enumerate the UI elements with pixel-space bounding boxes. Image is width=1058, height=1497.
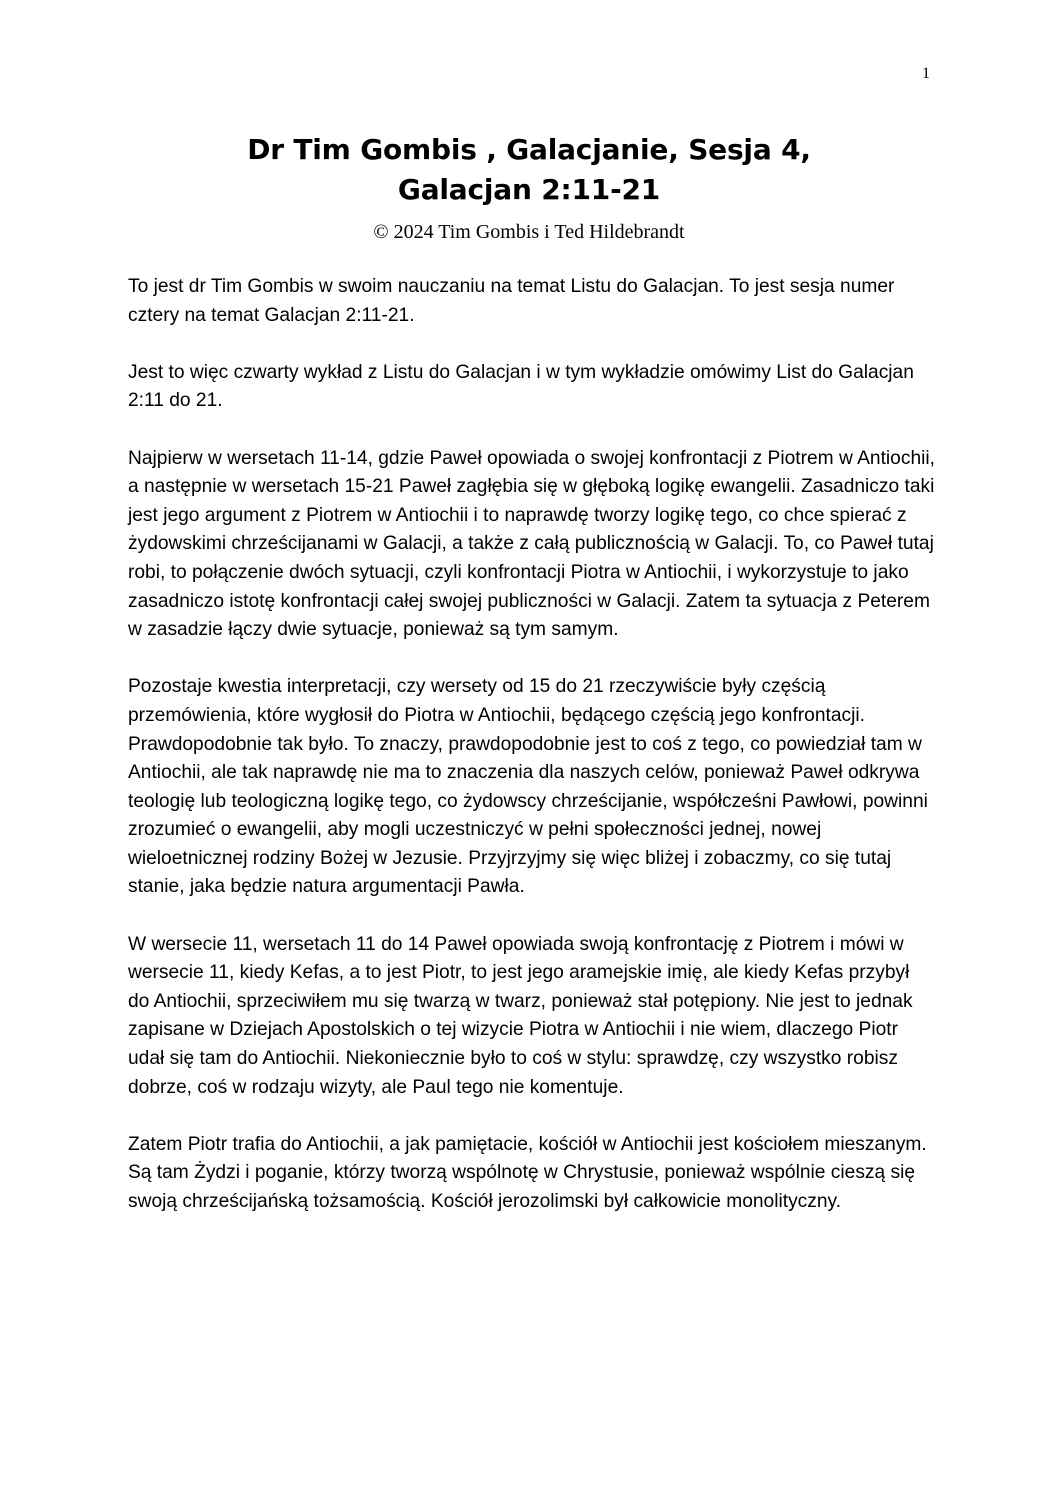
- body-text: [128, 273, 936, 1245]
- paragraph-2: Jest to więc czwarty wykład z Listu do Galacjan i w tym wykładzie omówimy List do Galacjan 2:11 do 21.: [128, 361, 914, 412]
- paragraph-5: W wersecie 11, wersetach 11 do 14 Paweł opowiada swoją konfrontację z Piotrem i mówi w wersecie 11, kiedy Kefas, a to jest Piotr, to jest jego aramejskie imię, ale kiedy Kefas przybył do Antiochii, sprzeciwiłem mu się twarzą w twarz, ponieważ stał potępiony. Nie jest to jednak zapisane w Dziejach Apostolskich o tej wizycie Piotra w Antiochii i nie wiem, dlaczego Piotr udał się tam do Antiochii. Niekoniecznie było to coś w stylu: sprawdzę, czy wszystko robisz dobrze, coś w rodzaju wizyty, ale Paul tego nie komentuje.: [128, 933, 913, 1098]
- paragraph-3: Najpierw w wersetach 11-14, gdzie Paweł opowiada o swojej konfrontacji z Piotrem w Antiochii, a następnie w wersetach 15-21 Paweł zagłębia się w głęboką logikę ewangelii. Zasadniczo taki jest jego argument z Piotrem w Antiochii i to naprawdę tworzy logikę tego, co chce spierać z żydowskimi chrześcijanami w Galacji, a także z całą publicznością w Galacji. To, co Paweł tutaj robi, to połączenie dwóch sytuacji, czyli konfrontacji Piotra w Antiochii, i wykorzystuje to jako zasadniczo istotę konfrontacji całej swojej publiczności w Galacji. Zatem ta sytuacja z Peterem w zasadzie łączy dwie sytuacje, ponieważ są tym samym.: [128, 447, 935, 641]
- copyright-notice: © 2024 Tim Gombis i Ted Hildebrandt: [373, 221, 685, 243]
- paragraph-4: Pozostaje kwestia interpretacji, czy wersety od 15 do 21 rzeczywiście były częścią przemówienia, które wygłosił do Piotra w Antiochii, będącego częścią jego konfrontacji. Prawdopodobnie tak było. To znaczy, prawdopodobnie jest to coś z tego, co powiedział tam w Antiochii, ale tak naprawdę nie ma to znaczenia dla naszych celów, ponieważ Paweł odkrywa teologię lub teologiczną logikę tego, co żydowscy chrześcijanie, współcześni Pawłowi, powinni zrozumieć o ewangelii, aby mogli uczestniczyć w pełni społeczności jednej, nowej wieloetnicznej rodziny Bożej w Jezusie. Przyjrzyjmy się więc bliżej i zobaczmy, co się tutaj stanie, jaka będzie natura argumentacji Pawła.: [128, 676, 928, 898]
- page-number: 1: [922, 65, 930, 82]
- paragraph-1: To jest dr Tim Gombis w swoim nauczaniu na temat Listu do Galacjan. To jest sesja numer cztery na temat Galacjan 2:11-21.: [128, 276, 895, 326]
- document-title: [0, 130, 1058, 210]
- paragraph-6: Zatem Piotr trafia do Antiochii, a jak pamiętacie, kościół w Antiochii jest kościołem mieszanym. Są tam Żydzi i poganie, którzy tworzą wspólnotę w Chrystusie, ponieważ wspólnie cieszą się swoją chrześcijańską tożsamością. Kościół jerozolimski był całkowicie monolityczny.: [128, 1133, 927, 1212]
- title-line-2: Galacjan 2:11-21: [397, 173, 661, 206]
- title-line-1: Dr Tim Gombis , Galacjanie, Sesja 4,: [247, 133, 811, 166]
